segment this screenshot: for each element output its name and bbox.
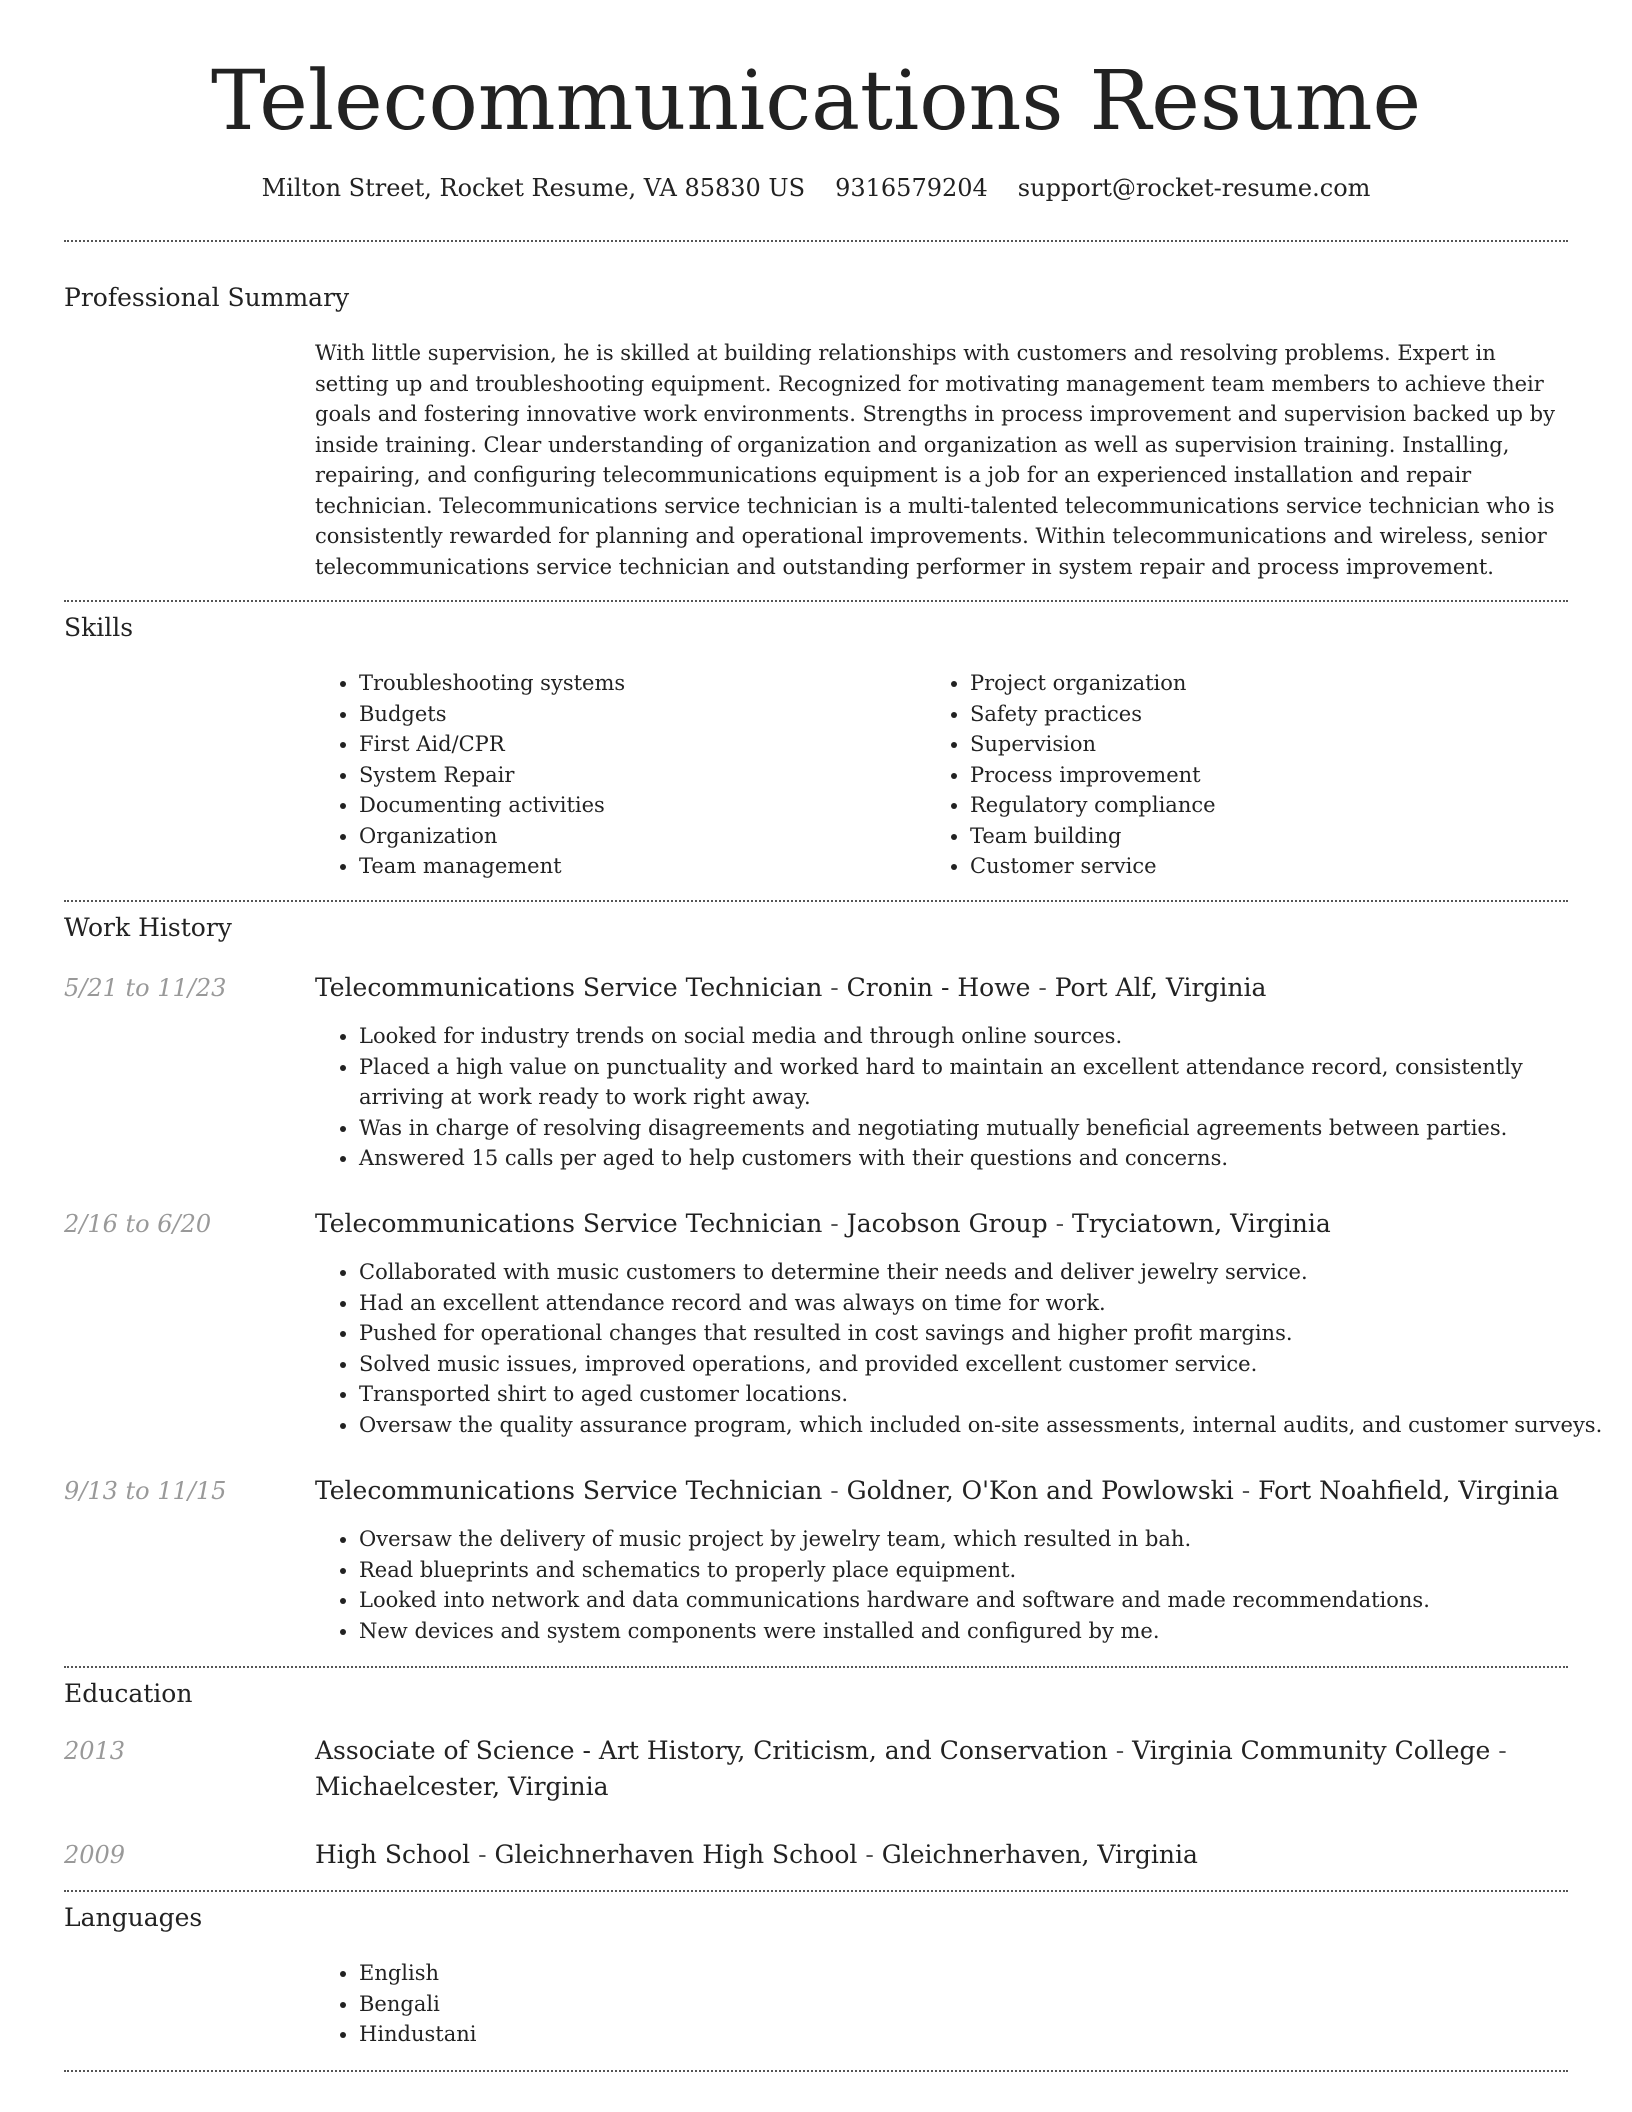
edu-degree: Associate of Science - Art History, Criticism, and Conservation — [315, 1736, 1108, 1765]
skill-item: • Budgets — [359, 699, 919, 730]
divider — [64, 240, 1568, 242]
separator: - — [822, 973, 847, 1002]
divider — [64, 1890, 1568, 1892]
edu-location: Gleichnerhaven, Virginia — [881, 1840, 1198, 1869]
job-title-line — [315, 1473, 1569, 1509]
job-location: Tryciatown, Virginia — [1072, 1209, 1331, 1238]
skill-item: • First Aid/CPR — [359, 729, 919, 760]
job-company: Jacobson Group — [846, 1209, 1048, 1238]
skill-item: • Process improvement — [970, 760, 1570, 791]
job-title: Telecommunications Service Technician — [315, 1476, 823, 1505]
divider — [64, 600, 1568, 602]
job-bullet: • Looked for industry trends on social media and through online sources. — [359, 1021, 1613, 1052]
skill-item: • System Repair — [359, 760, 919, 791]
edu-year: 2013 — [64, 1737, 126, 1765]
divider — [64, 2070, 1568, 2072]
separator: - — [1233, 1476, 1259, 1505]
job-bullet: • Pushed for operational changes that resulted in cost savings and higher profit margins. — [359, 1318, 1613, 1349]
job-title: Telecommunications Service Technician — [315, 973, 823, 1002]
job-dates: 9/13 to 11/15 — [64, 1477, 227, 1505]
skill-item: • Customer service — [970, 851, 1570, 882]
education-heading: Education — [64, 1679, 193, 1708]
skills-list-right — [926, 668, 1570, 882]
skills-heading: Skills — [64, 613, 134, 642]
language-item: • Hindustani — [359, 2019, 959, 2050]
divider — [64, 1666, 1568, 1668]
edu-location: Michaelcester, Virginia — [315, 1772, 609, 1801]
contact-address: Milton Street, Rocket Resume, VA 85830 US — [261, 174, 806, 202]
skill-item: • Project organization — [970, 668, 1570, 699]
job-bullet: • Transported shirt to aged customer locations. — [359, 1379, 1613, 1410]
job-bullets — [315, 1524, 1613, 1646]
skill-item: • Safety practices — [970, 699, 1570, 730]
work-heading: Work History — [64, 913, 232, 942]
job-bullet: • Read blueprints and schematics to properly place equipment. — [359, 1555, 1613, 1586]
job-bullet: • Looked into network and data communications hardware and software and made recommendations. — [359, 1585, 1613, 1616]
edu-line — [315, 1733, 1569, 1805]
job-bullet: • Solved music issues, improved operations, and provided excellent customer service. — [359, 1349, 1613, 1380]
edu-school: Virginia Community College — [1132, 1736, 1491, 1765]
separator: - — [470, 1840, 495, 1869]
languages-list — [315, 1958, 959, 2050]
job-bullet: • Was in charge of resolving disagreements and negotiating mutually beneficial agreements between parties. — [359, 1113, 1613, 1144]
job-bullet: • Answered 15 calls per aged to help customers with their questions and concerns. — [359, 1143, 1613, 1174]
job-company: Cronin - Howe — [846, 973, 1031, 1002]
job-bullet: • Placed a high value on punctuality and worked hard to maintain an excellent attendance record, consistently arriving at work ready to work right away. — [359, 1052, 1613, 1113]
edu-degree: High School — [315, 1840, 471, 1869]
separator: - — [1047, 1209, 1073, 1238]
skill-item: • Organization — [359, 821, 919, 852]
skill-item: • Documenting activities — [359, 790, 919, 821]
job-location: Port Alf, Virginia — [1054, 973, 1267, 1002]
job-title-line — [315, 970, 1569, 1006]
job-bullet: • Oversaw the delivery of music project by jewelry team, which resulted in bah. — [359, 1524, 1613, 1555]
job-location: Fort Noahfield, Virginia — [1258, 1476, 1559, 1505]
edu-line — [315, 1837, 1569, 1873]
skill-item: • Team management — [359, 851, 919, 882]
job-bullet: • Collaborated with music customers to determine their needs and deliver jewelry service. — [359, 1257, 1613, 1288]
skill-item: • Regulatory compliance — [970, 790, 1570, 821]
separator: - — [822, 1476, 847, 1505]
separator: - — [1490, 1736, 1507, 1765]
language-item: • English — [359, 1958, 959, 1989]
job-bullet: • Had an excellent attendance record and was always on time for work. — [359, 1288, 1613, 1319]
contact-email[interactable]: support@rocket-resume.com — [1017, 174, 1371, 202]
separator: - — [857, 1840, 882, 1869]
job-dates: 2/16 to 6/20 — [64, 1210, 212, 1238]
job-bullet: • New devices and system components were installed and configured by me. — [359, 1616, 1613, 1647]
summary-heading: Professional Summary — [64, 283, 350, 312]
separator: - — [822, 1209, 847, 1238]
job-dates: 5/21 to 11/23 — [64, 974, 227, 1002]
job-bullets — [315, 1257, 1613, 1440]
language-item: • Bengali — [359, 1989, 959, 2020]
summary-text: With little supervision, he is skilled at building relationships with customers and resolving problems. Expert in setting up and troubleshooting equipment. Recognized for motivating management team members to achieve their goals and fostering innovative work environments. Strengths in process improvement and supervision backed up by inside training. Clear understanding of organization and organization as well as supervision training. Installing, repairing, and configuring telecommunications equipment is a job for an experienced installation and repair technician. Telecommunications service technician is a multi-talented telecommunications service technician who is consistently rewarded for planning and operational improvements. Within telecommunications and wireless, senior telecommunications service technician and outstanding performer in system repair and process improvement. — [315, 341, 1555, 579]
job-company: Goldner, O'Kon and Powlowski — [846, 1476, 1234, 1505]
job-title-line — [315, 1206, 1569, 1242]
contact-phone: 9316579204 — [835, 174, 988, 202]
edu-school: Gleichnerhaven High School — [494, 1840, 858, 1869]
edu-year: 2009 — [64, 1841, 126, 1869]
skills-list-left — [315, 668, 919, 882]
skill-item: • Team building — [970, 821, 1570, 852]
contact-line — [0, 172, 1632, 204]
skill-item: • Troubleshooting systems — [359, 668, 919, 699]
separator: - — [1107, 1736, 1133, 1765]
separator: - — [1030, 973, 1055, 1002]
resume-title: Telecommunications Resume — [210, 54, 1422, 149]
job-bullet: • Oversaw the quality assurance program, which included on-site assessments, internal audits, and customer surveys. — [359, 1410, 1613, 1441]
skill-item: • Supervision — [970, 729, 1570, 760]
job-bullets — [315, 1021, 1613, 1174]
divider — [64, 900, 1568, 902]
job-title: Telecommunications Service Technician — [315, 1209, 823, 1238]
languages-heading: Languages — [64, 1903, 203, 1932]
